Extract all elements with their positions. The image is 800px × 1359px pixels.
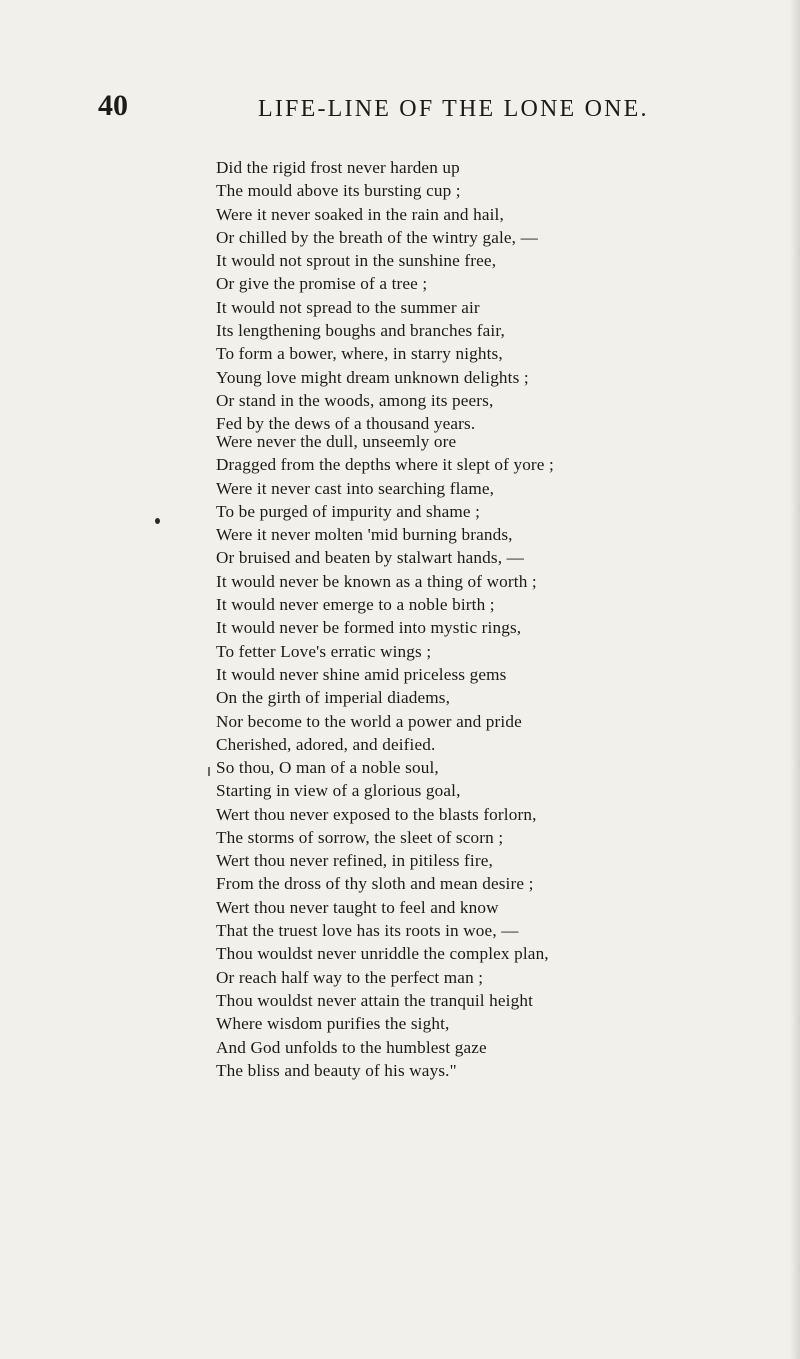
poem-line: Wert thou never exposed to the blasts forlorn,	[216, 804, 537, 824]
poem-line: Wert thou never taught to feel and know	[216, 897, 499, 917]
stray-ink-dot	[155, 518, 160, 524]
poem-line: To form a bower, where, in starry nights,	[216, 344, 503, 364]
poem-line: On the girth of imperial diadems,	[216, 688, 451, 708]
poem-line: That the truest love has its roots in woe, —	[216, 921, 519, 941]
poem-line: It would not spread to the summer air	[216, 297, 480, 317]
page-edge-shadow	[790, 0, 800, 1359]
poem-line: Where wisdom purifies the sight,	[216, 1014, 450, 1034]
margin-ink-mark	[208, 767, 210, 776]
poem-line: It would never emerge to a noble birth ;	[216, 595, 495, 615]
stanza-3	[216, 756, 726, 1082]
poem-line: It would never be formed into mystic rings,	[216, 618, 522, 638]
poem-line: Were it never molten 'mid burning brands,	[216, 525, 513, 545]
poem-line: Young love might dream unknown delights ;	[216, 367, 529, 387]
poem-line: Or give the promise of a tree ;	[216, 274, 428, 294]
poem-line: Thou wouldst never attain the tranquil height	[216, 990, 534, 1010]
poem-line: Fed by the dews of a thousand years.	[216, 414, 476, 434]
stanza-1	[216, 156, 726, 436]
poem-line: It would never be known as a thing of worth ;	[216, 571, 537, 591]
poem-line: From the dross of thy sloth and mean desire ;	[216, 874, 534, 894]
stanza-2	[216, 430, 726, 756]
poem-line: Starting in view of a glorious goal,	[216, 781, 461, 801]
poem-line: Were it never cast into searching flame,	[216, 478, 495, 498]
poem-line: Or chilled by the breath of the wintry gale, —	[216, 227, 538, 247]
poem-line: The storms of sorrow, the sleet of scorn ;	[216, 827, 504, 847]
poem-line: Or bruised and beaten by stalwart hands, —	[216, 548, 524, 568]
poem-line: So thou, O man of a noble soul,	[216, 758, 439, 777]
page-number: 40	[98, 89, 128, 122]
poem-line: The mould above its bursting cup ;	[216, 181, 461, 201]
running-head: LIFE-LINE OF THE LONE ONE.	[258, 96, 649, 122]
poem-line: Or stand in the woods, among its peers,	[216, 390, 494, 410]
poem-line: Wert thou never refined, in pitiless fire,	[216, 851, 493, 871]
poem-line: It would not sprout in the sunshine free,	[216, 251, 497, 271]
poem-line: Did the rigid frost never harden up	[216, 158, 460, 177]
poem-line: Or reach half way to the perfect man ;	[216, 967, 484, 987]
poem-line: Its lengthening boughs and branches fair,	[216, 321, 505, 341]
poem-line: To be purged of impurity and shame ;	[216, 501, 481, 521]
poem-line: Thou wouldst never unriddle the complex plan,	[216, 944, 549, 964]
poem-line: The bliss and beauty of his ways."	[216, 1060, 457, 1080]
poem-line: Dragged from the depths where it slept of yore ;	[216, 455, 554, 475]
poem-line: Cherished, adored, and deified.	[216, 734, 436, 754]
poem-line: Nor become to the world a power and pride	[216, 711, 522, 731]
poem-line: Were never the dull, unseemly ore	[216, 432, 457, 451]
poem-line: Were it never soaked in the rain and hail,	[216, 204, 504, 224]
poem-line: And God unfolds to the humblest gaze	[216, 1037, 487, 1057]
poem-line: To fetter Love's erratic wings ;	[216, 641, 432, 661]
poem-line: It would never shine amid priceless gems	[216, 664, 507, 684]
